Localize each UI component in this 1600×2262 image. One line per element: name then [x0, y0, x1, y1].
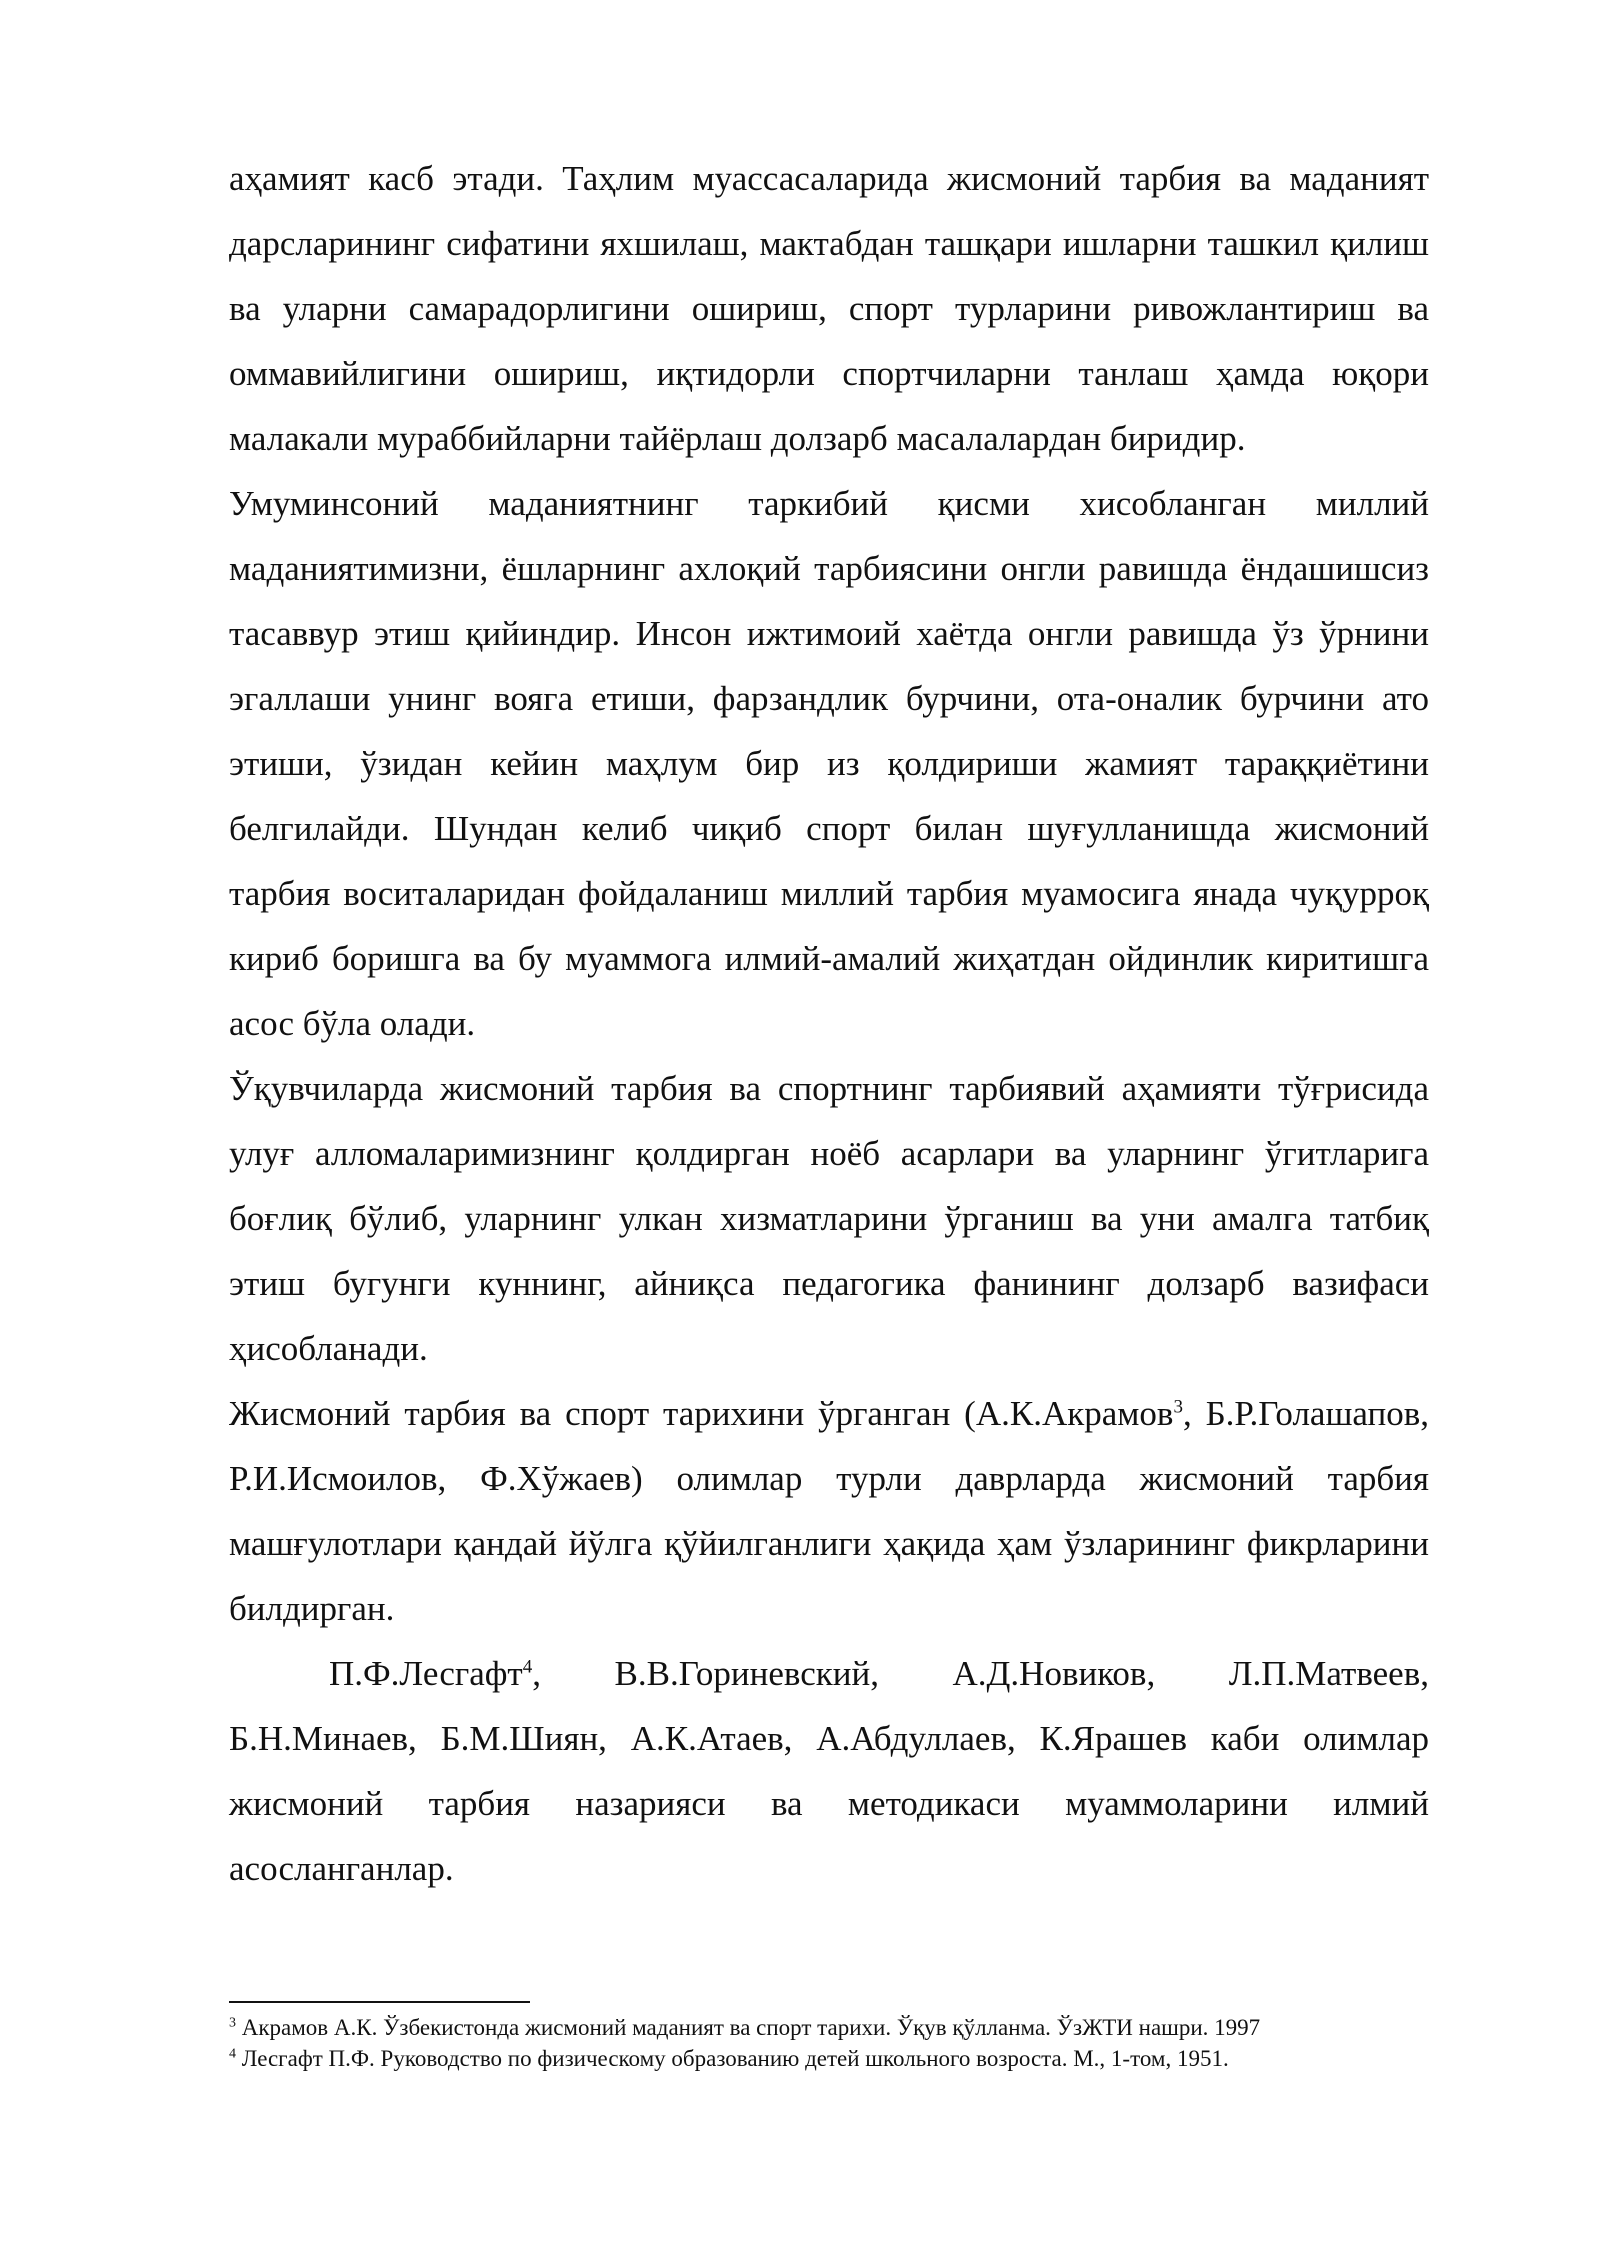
- footnotes: [229, 2001, 1429, 2074]
- footnote-ref-3[interactable]: 3: [1173, 1396, 1183, 1418]
- footnote-4: [229, 2043, 1429, 2074]
- paragraph-1: аҳамият касб этади. Таҳлим муассасаларида жисмоний тарбия ва маданият дарсларининг сифатини яхшилаш, мактабдан ташқари ишларни ташкил қилиш ва уларни самарадорлигини ошириш, спорт турларини ривожлантириш ва оммавийлигини ошириш, иқтидорли спортчиларни танлаш ҳамда юқори малакали мураббийларни тайёрлаш долзарб масалалардан биридир.: [229, 159, 1429, 458]
- footnote-mark-4: 4: [229, 2046, 236, 2062]
- paragraph-2: Умуминсоний маданиятнинг таркибий қисми хисобланган миллий маданиятимизни, ёшларнинг ахлоқий тарбиясини онгли равишда ёндашишсиз тасаввур этиш қийиндир. Инсон ижтимоий хаётда онгли равишда ўз ўрнини эгаллаши унинг вояга етиши, фарзандлик бурчини, ота-оналик бурчини ато этиши, ўзидан кейин маҳлум бир из қолдириши жамият тараққиётини белгилайди. Шундан келиб чиқиб спорт билан шуғулланишда жисмоний тарбия воситаларидан фойдаланиш миллий тарбия муамосига янада чуқурроқ кириб боришга ва бу муаммога илмий-амалий жиҳатдан ойдинлик киритишга асос бўла олади.: [229, 484, 1429, 1043]
- footnote-separator: [229, 2001, 530, 2003]
- paragraph-5-text-start: П.Ф.Лесгафт: [329, 1654, 523, 1693]
- paragraph-4-text-start: Жисмоний тарбия ва спорт тарихини ўрганган (А.К.Акрамов: [229, 1394, 1174, 1433]
- paragraph-3: Ўқувчиларда жисмоний тарбия ва спортнинг тарбиявий аҳамияти тўғрисида улуғ алломаларимизнинг қолдирган ноёб асарлари ва уларнинг ўгитларига боғлиқ бўлиб, уларнинг улкан хизматларини ўрганиш ва уни амалга татбиқ этиш бугунги куннинг, айниқса педагогика фанининг долзарб вазифаси ҳисобланади.: [229, 1069, 1429, 1368]
- footnote-3: [229, 2012, 1429, 2043]
- footnote-ref-4[interactable]: 4: [522, 1656, 533, 1678]
- paragraph-5-text-end: , В.В.Гориневский, А.Д.Новиков, Л.П.Матвеев, Б.Н.Минаев, Б.М.Шиян, А.К.Атаев, А.Абдуллаев, К.Ярашев каби олимлар жисмоний тарбия назарияси ва методикаси муаммоларини илмий асосланганлар.: [229, 1654, 1429, 1888]
- paragraph-4: [229, 1381, 1429, 1641]
- paragraph-4-text-end: , Б.Р.Голашапов, Р.И.Исмоилов, Ф.Хўжаев) олимлар турли даврларда жисмоний тарбия машғулотлари қандай йўлга қўйилганлиги ҳақида ҳам ўзларининг фикрларини билдирган.: [229, 1394, 1429, 1628]
- footnote-3-text: Акрамов А.К. Ўзбекистонда жисмоний маданият ва спорт тарихи. Ўқув қўлланма. ЎзЖТИ нашри. 1997: [236, 2015, 1261, 2040]
- footnote-mark-3: 3: [229, 2015, 236, 2031]
- paragraph-5: [229, 1641, 1429, 1901]
- footnote-4-text: Лесгафт П.Ф. Руководство по физическому образованию детей школьного возроста. М., 1-том, 1951.: [236, 2046, 1229, 2071]
- body-text: [229, 146, 1429, 1901]
